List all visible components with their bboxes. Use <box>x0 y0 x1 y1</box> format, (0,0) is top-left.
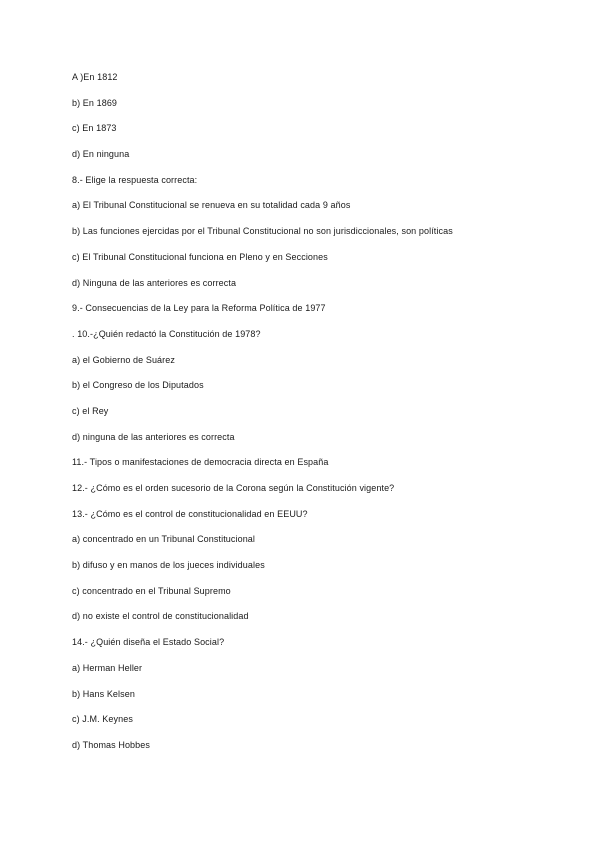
question-10: . 10.-¿Quién redactó la Constitución de 1978? <box>72 328 261 339</box>
answer-option-1873: c) En 1873 <box>72 123 117 134</box>
question-8-option-a: a) El Tribunal Constitucional se renueva en su totalidad cada 9 años <box>72 200 351 211</box>
question-13-option-d: d) no existe el control de constitucionalidad <box>72 611 249 622</box>
document-body <box>72 72 572 766</box>
question-14: 14.- ¿Quién diseña el Estado Social? <box>72 637 225 648</box>
question-14-option-d: d) Thomas Hobbes <box>72 739 150 750</box>
question-10-option-c: c) el Rey <box>72 405 109 416</box>
question-10-option-a: a) el Gobierno de Suárez <box>72 354 175 365</box>
question-14-option-c: c) J.M. Keynes <box>72 714 133 725</box>
question-11: 11.- Tipos o manifestaciones de democracia directa en España <box>72 457 329 468</box>
question-8-option-d: d) Ninguna de las anteriores es correcta <box>72 277 237 288</box>
question-9: 9.- Consecuencias de la Ley para la Reforma Política de 1977 <box>72 303 326 314</box>
question-10-option-b: b) el Congreso de los Diputados <box>72 380 204 391</box>
question-14-option-b: b) Hans Kelsen <box>72 688 135 699</box>
answer-option-1869: b) En 1869 <box>72 97 118 108</box>
question-13-option-c: c) concentrado en el Tribunal Supremo <box>72 585 231 596</box>
question-13-option-b: b) difuso y en manos de los jueces individuales <box>72 560 265 571</box>
answer-option-ninguna: d) En ninguna <box>72 149 130 160</box>
answer-option-1812: A )En 1812 <box>72 72 118 82</box>
question-13-option-a: a) concentrado en un Tribunal Constitucional <box>72 534 256 545</box>
question-12: 12.- ¿Cómo es el orden sucesorio de la Corona según la Constitución vigente? <box>72 483 395 493</box>
question-13: 13.- ¿Cómo es el control de constitucionalidad en EEUU? <box>72 508 308 519</box>
question-8: 8.- Elige la respuesta correcta: <box>72 174 198 185</box>
question-8-option-c: c) El Tribunal Constitucional funciona en Pleno y en Secciones <box>72 251 328 262</box>
question-10-option-d: d) ninguna de las anteriores es correcta <box>72 431 235 442</box>
question-14-option-a: a) Herman Heller <box>72 662 143 673</box>
question-8-option-b: b) Las funciones ejercidas por el Tribunal Constitucional no son jurisdiccionales, son políticas <box>72 226 453 237</box>
